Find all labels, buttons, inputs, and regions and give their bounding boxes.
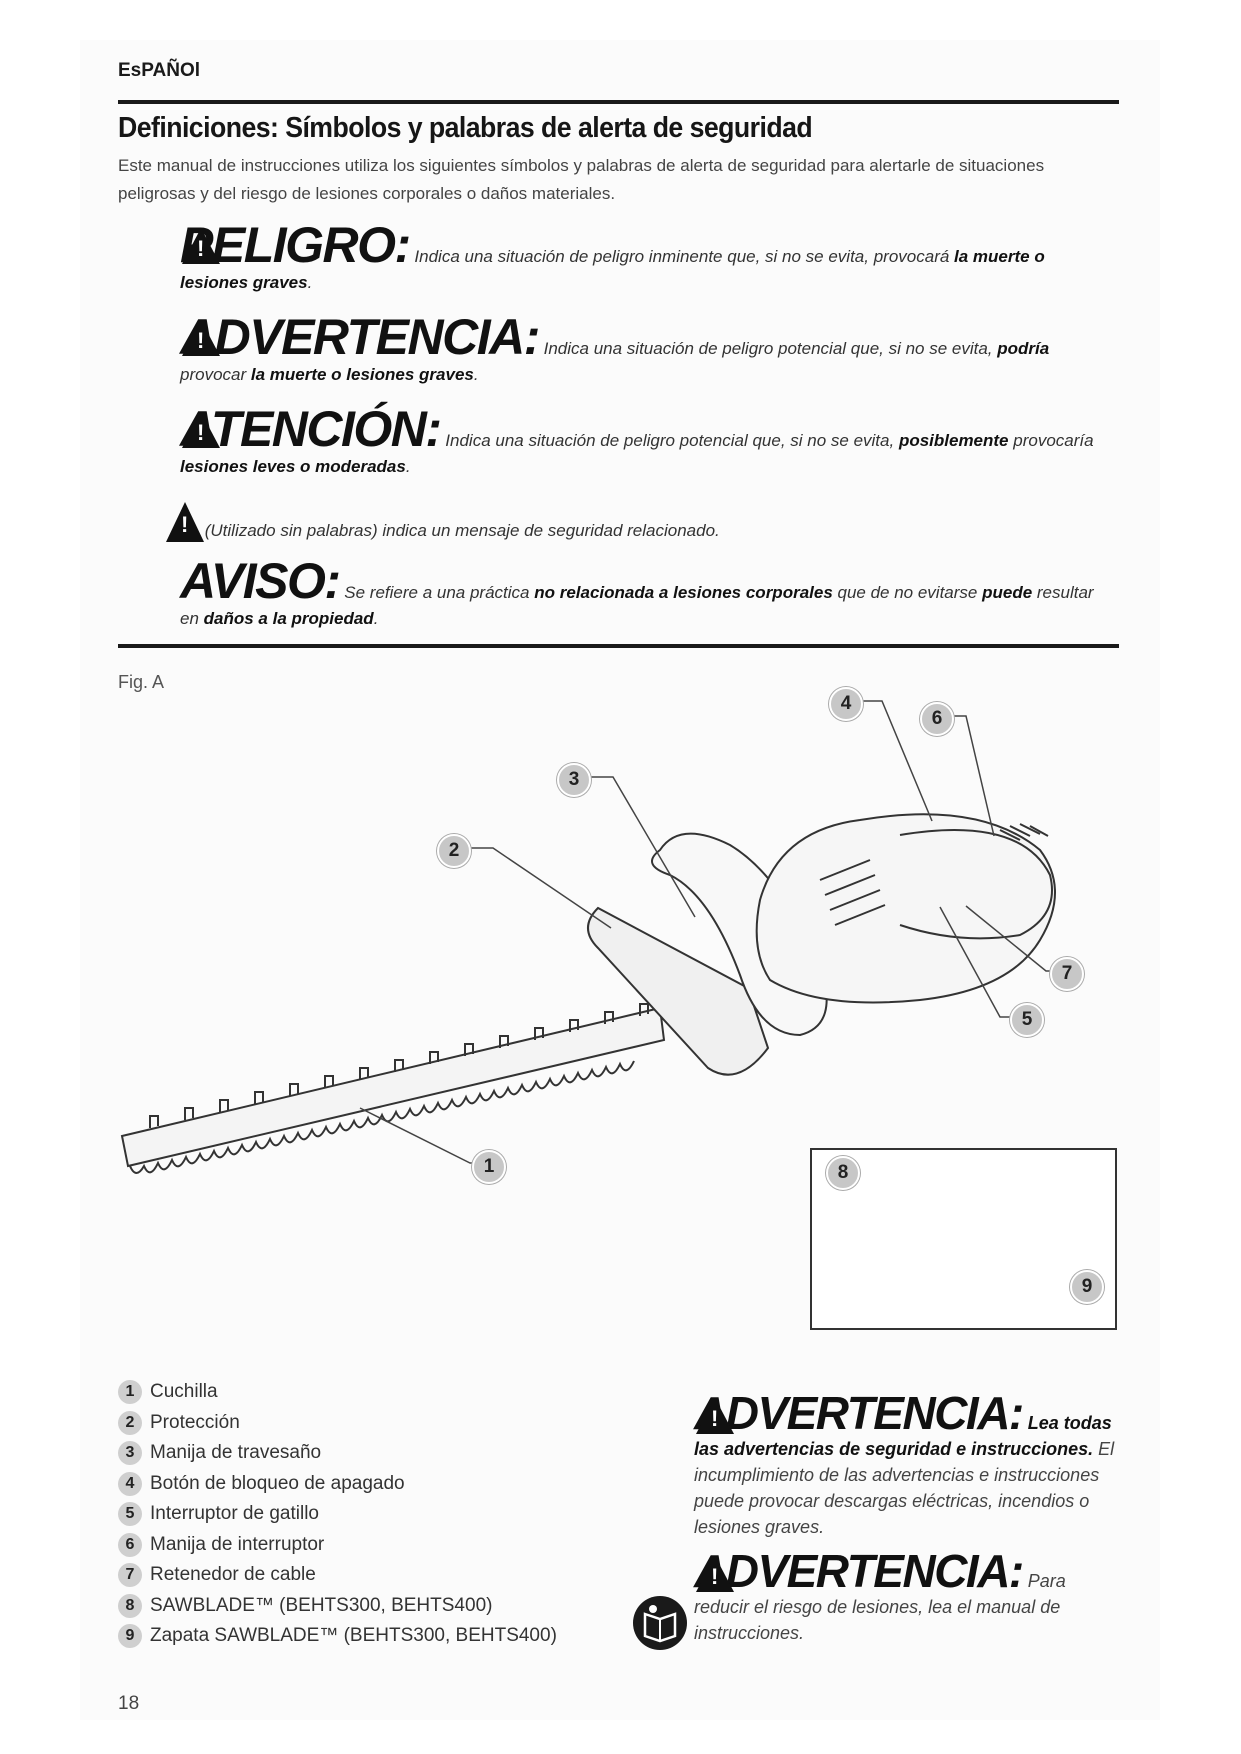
alert-aviso-word: AVISO: [180,553,340,609]
legend-item [118,1591,557,1622]
section-intro: Este manual de instrucciones utiliza los siguientes símbolos y palabras de alerta de seguridad para alertarle de situaciones peligrosas y del riesgo de lesiones corporales o daños materiales. [118,156,1045,203]
warning-read-all-word: ADVERTENCIA: [694,1387,1023,1439]
legend-item [118,1621,557,1652]
read-manual-icon [631,1594,689,1652]
alert-advertencia-bold2: la muerte o lesiones graves [250,365,474,384]
alert-aviso-text: Se refiere a una práctica [344,583,535,602]
legend-number: 3 [118,1441,142,1465]
legend-label: Cuchilla [150,1381,218,1403]
legend-label: SAWBLADE™ (BEHTS300, BEHTS400) [150,1594,493,1616]
alert-advertencia-text2: provocar [180,365,251,384]
legend-label: Zapata SAWBLADE™ (BEHTS300, BEHTS400) [150,1625,557,1647]
alert-aviso-bold1: no relacionada a lesiones corporales [534,583,833,602]
language-header: EsPAÑOl [118,60,201,81]
warning-read-manual-word: ADVERTENCIA: [694,1545,1023,1597]
warning-read-all-text: El incumplimiento de las advertencias e instrucciones puede provocar descargas eléctricas, incendios o lesiones graves. [694,1439,1115,1537]
alert-aviso-text2: que de no evitarse [832,583,983,602]
warning-read-all [694,1387,1124,1540]
alert-atencion-text: Indica una situación de peligro potencial que, si no se evita, [445,431,899,450]
alert-aviso-text3: resultar en [180,583,1094,628]
section-title: Definiciones: Símbolos y palabras de alerta de seguridad [118,112,813,144]
legend-item [118,1377,557,1408]
callout-9: 9 [1070,1270,1104,1304]
legend-label: Botón de bloqueo de apagado [150,1472,405,1494]
page-number: 18 [118,1693,140,1714]
alert-advertencia-word: ADVERTENCIA: [180,309,539,365]
callout-5: 5 [1010,1003,1044,1037]
legend-label: Protección [150,1411,240,1433]
legend-number: 7 [118,1563,142,1587]
alert-atencion-bold1: posiblemente [898,431,1009,450]
figure-label: Fig. A [118,672,165,692]
warning-triangle-icon [696,1556,734,1592]
legend-number: 6 [118,1533,142,1557]
legend-item [118,1408,557,1439]
legend-label: Manija de travesaño [150,1442,322,1464]
legend-item [118,1438,557,1469]
legend-item [118,1499,557,1530]
blade-bar [122,1008,664,1166]
callout-7: 7 [1050,957,1084,991]
alert-advertencia-text: Indica una situación de peligro potencial que, si no se evita, [543,339,998,358]
alert-atencion-text2: provocaría [1008,431,1094,450]
alert-atencion-bold2: lesiones leves o moderadas [180,457,406,476]
warning-read-all-heading [694,1387,1023,1439]
alert-aviso-end: . [373,609,379,628]
alert-aviso-bold3: daños a la propiedad [203,609,374,628]
alert-advertencia-bold1: podría [997,339,1050,358]
legend-number: 1 [118,1380,142,1404]
legend-number: 5 [118,1502,142,1526]
legend-label: Interruptor de gatillo [150,1503,319,1525]
alert-atencion-end: . [405,457,411,476]
legend-number: 2 [118,1411,142,1435]
legend-number: 9 [118,1624,142,1648]
callout-2: 2 [437,834,471,868]
legend-label: Retenedor de cable [150,1564,316,1586]
callout-4: 4 [829,687,863,721]
parts-legend [118,1377,557,1652]
blade-top-teeth [150,1004,648,1128]
callout-1: 1 [472,1150,506,1184]
alert-peligro-end: . [307,273,313,292]
legend-number: 4 [118,1472,142,1496]
alert-peligro-word: PELIGRO: [180,217,410,273]
legend-number: 8 [118,1594,142,1618]
legend-item [118,1469,557,1500]
alert-peligro-bold: la muerte o lesiones graves [180,247,1045,292]
legend-label: Manija de interruptor [150,1533,325,1555]
legend-item [118,1560,557,1591]
alert-atencion-word: ATENCIÓN: [180,401,441,457]
warning-triangle-icon [696,1398,734,1434]
callout-3: 3 [557,763,591,797]
callout-8: 8 [826,1156,860,1190]
alert-peligro-text: Indica una situación de peligro inminente que, si no se evita, provocará [414,247,955,266]
warning-read-manual-heading [694,1545,1023,1597]
callout-6: 6 [920,702,954,736]
warning-read-all-bold: Lea todas las advertencias de seguridad e instrucciones. [694,1413,1112,1459]
alert-advertencia-end: . [473,365,479,384]
warning-read-manual-text: Para reducir el riesgo de lesiones, lea el manual de instrucciones. [694,1571,1066,1643]
warning-read-manual [694,1545,1124,1646]
legend-item [118,1530,557,1561]
alert-symbol-only-text: (Utilizado sin palabras) indica un mensaje de seguridad relacionado. [204,521,720,540]
alert-aviso-bold2: puede [982,583,1033,602]
